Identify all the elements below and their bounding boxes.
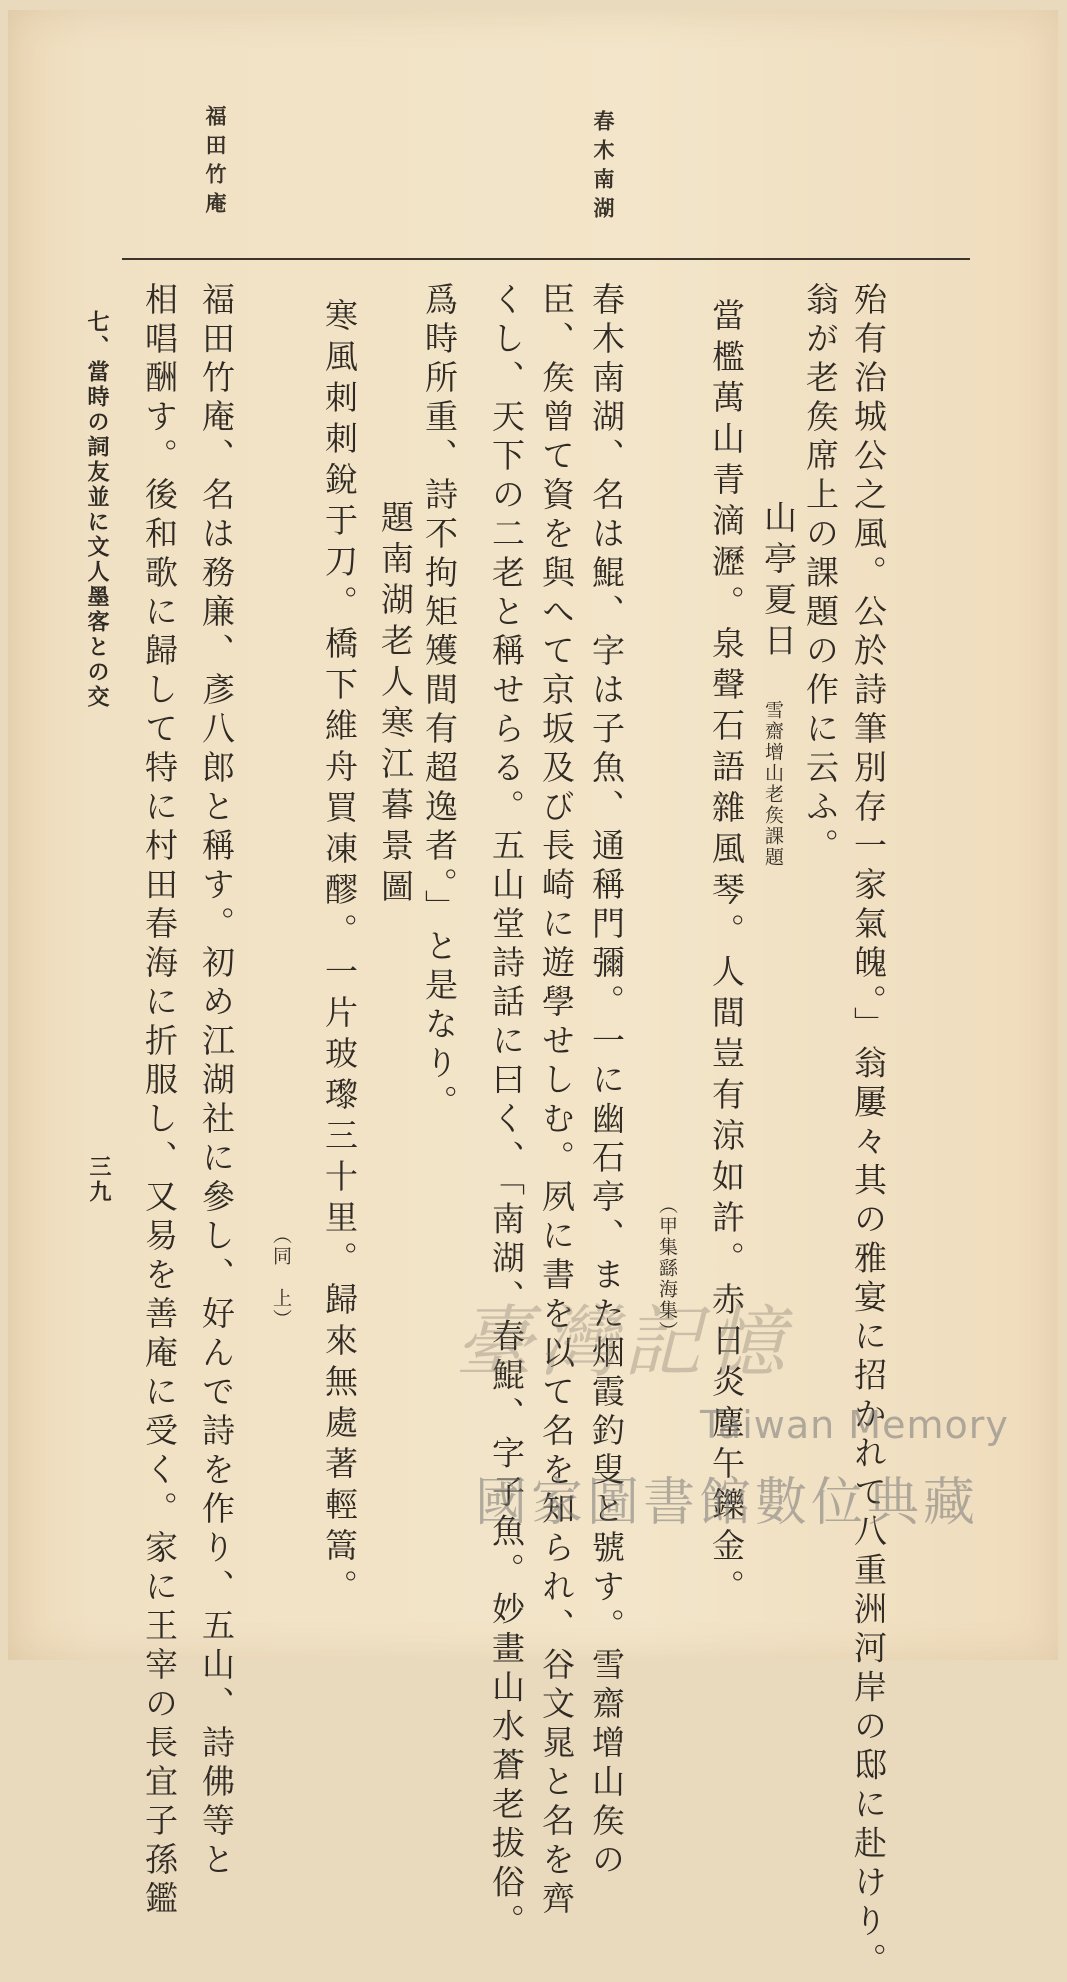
text-column-1: 殆有治城公之風。公於詩筆別存一家氣魄。」翁屢々其の雅宴に招かれて八重洲河岸の邸に赴けり。 — [849, 282, 888, 1982]
page-number: 三九 — [86, 1155, 112, 1205]
poem-title-sante-kajitsu: 山亭夏日 — [759, 500, 798, 664]
text-column-chikuan-2: 相唱酬す。後和歌に歸して特に村田春海に折服し、又易を善庵に受く。家に王宰の長宜子孫鑑 — [140, 282, 179, 1920]
text-column-nanko-4: 爲時所重、詩不拘矩矱間有超逸者。」と是なり。 — [420, 282, 459, 1124]
running-header-nanko: 春木南湖 — [591, 110, 616, 226]
poem-title-kanko-bokei: 題南湖老人寒江暮景圖 — [376, 500, 415, 910]
poem-text-kanko-bokei: 寒風刺刺銳于刀。橋下維舟買凍醪。一片玻瓈三十里。歸來無處著輕篙。 — [320, 298, 359, 1610]
text-column-chikuan-1: 福田竹庵、名は務廉、彥八郎と稱す。初め江湖社に參し、好んで詩を作り、五山、詩佛等と — [197, 282, 236, 1881]
watermark-chinese: 國家圖書館數位典藏 — [475, 1473, 980, 1533]
watermark-english: Taiwan Memory — [700, 1403, 1009, 1447]
text-column-nanko-1: 春木南湖、名は鯤、字は子魚、通稱門彌。一に幽石亭、また烟霞釣叟と號す。雪齋增山矦の — [587, 282, 626, 1881]
poem-occasion-note: 雪齋增山老矦課題 — [762, 700, 784, 868]
text-column-nanko-2: 臣、矦曾て資を與へて京坂及び長崎に遊學せしむ。夙に書を以て名を知られ、谷文晁と名を齊 — [537, 282, 576, 1920]
text-column-2: 翁が老矦席上の課題の作に云ふ。 — [801, 282, 840, 867]
text-column-nanko-3: くし、天下の二老と稱せらる。五山堂詩話に曰く、「南湖、春鯤、字子魚。妙畫山水蒼老拔俗。 — [487, 282, 526, 1943]
poem-source-same: （同 上） — [270, 1225, 292, 1330]
chapter-side-title: 七、當時の詞友並に文人墨客との交 — [84, 310, 110, 710]
header-rule — [122, 258, 970, 260]
poem-text-sante-kajitsu: 當檻萬山青滴瀝。泉聲石語雜風琴。人間豈有涼如許。赤日炎塵午鑠金。 — [707, 298, 746, 1610]
poem-source-note: （甲集繇海集） — [656, 1195, 678, 1342]
watermark-logo-script: 臺灣記憶 — [455, 1298, 792, 1388]
running-header-chikuan: 福田竹庵 — [203, 105, 228, 221]
